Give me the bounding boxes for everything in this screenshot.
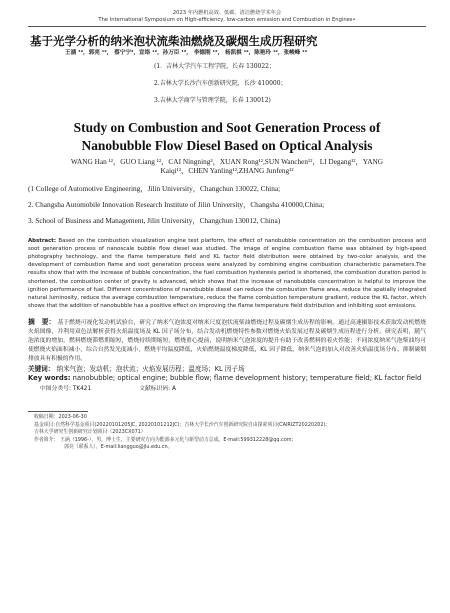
en-keywords-text: nanobubble; optical engine; bubble flow; flame development history; temperature field; KL factor field [72, 373, 422, 382]
chinese-affiliation-3: 3.吉林大学商学与管理学院，长春 130012) [154, 97, 271, 104]
english-authors: WANG Han ¹²，GUO Liang ¹²，CAI Ningning³，XUAN Rong¹²,SUN Wanchen¹²，LI Degang¹²，YANG Kaiqi¹²，CHEN Yanling¹²,ZHANG Junfeng¹² [70, 157, 384, 175]
header-rule [28, 26, 426, 27]
chinese-affiliation-1: (1．吉林大学汽车工程学院，长春 130022； [154, 63, 275, 70]
chinese-authors: 王涵 ¹²，郭亮 ¹²， 蔡宁宁³，宣络 ¹²，孙万臣 ¹²， 李德刚 ¹²， 杨凯棋 ¹²，陈艳玲 ¹²，张峻峰 ¹² [65, 50, 308, 56]
english-affiliation-2: 2. Changsha Automobile Innovation Research Institute of Jilin University，Changsha 410000,China; [28, 200, 325, 210]
chinese-title: 基于光学分析的纳米泡状流柴油燃烧及碳烟生成历程研究 [30, 34, 318, 48]
received-date: 收稿日期：2023-06-30 [34, 413, 87, 420]
english-keywords [28, 374, 426, 383]
footnote [28, 414, 426, 452]
author-info-line-2: 郭亮（联系人），E-mail:liangguo@jlu.edu.cn。 [64, 444, 173, 451]
classification-line [28, 385, 426, 394]
header-line-cn: 2023 年内燃机高效、低碳、清洁燃烧学术年会 [172, 10, 282, 16]
cn-keywords-text: 纳米气泡；发动机；泡状流；火焰发展历程；温度场；KL 因子场 [56, 364, 245, 373]
english-abstract [28, 237, 426, 311]
chinese-keywords [28, 365, 426, 374]
chinese-affiliation-2: 2.吉林大学长沙汽车创新研究院，长沙 410000； [154, 80, 287, 87]
zh-abstract-text: 基于燃烧可视化发动机试验台，研究了纳米气泡浓度对纳米尺度泡状流柴油燃烧过程及碳烟生成历程的影响。通过高速摄影技术获取发动机燃烧火焰图像，并利用双色法解析获得火焰温度场及 KL 因子场分布，结合发动机燃烧特性参数对燃烧火焰发展过程及碳烟生成历程进行分析。研究表明，随气泡浓度的增加，燃料燃烧滞燃期缩短，燃烧持续期缩短，燃烧重心提前，说明纳米气泡浓度的提升有助于改善燃料的着火性能；不同浓度纳米气泡柴油均可使燃烧火焰面积减小，综合自然发光度减小，燃烧平均温度降低，火焰燃烧温度梯度降低，KL 因子降低，纳米气泡的加入对改善火焰温度场分布、抑制碳烟排放具有积极的作用。 [28, 320, 427, 363]
english-title-line-2: Nanobubble Flow Diesel Based on Optical Analysis [81, 138, 373, 153]
chinese-abstract [28, 318, 426, 364]
english-affiliation-3: 3. School of Business and Management, Jilin University，Changchun 130012, China) [28, 216, 281, 226]
abstract-text: Based on the combustion visualization engine test platform, the effect of nanobubble concentration on the combustion process and soot generation process of nanoscale bubble flow diesel was studied. The image of engine combustion flame was obtained by high-speed photography technology, and the flame temperature field and KL factor field distribution were obtained by two-color analysis, and the development of combustion flame and soot generation process were analyzed by combining engine combustion characteristic parameters.The results show that with the increase of bubble concentration, the fuel combustion hysteresis period is shortened, the combustion duration period is shortened, the combustion center of gravity is advanced, which shows that the increase of nanobubble concentration is helpful to improve the ignition performance of fuel. Different concentrations of nanobubble diesel can reduce the combustion flame area, reduce the spatially integrated natural luminosity, reduce the average combustion temperature, reduce the flame combustion temperature gradient, reduce the KL factor, which shows that the addition of nanobubble has a positive effect on improving the flame temperature field distribution and inhibiting soot emissions. [28, 237, 426, 310]
author-info-line-1: 作者简介： 王涵（1996-），男，博士生，主要研究方向为能源多元化与新型动力总成。E-mail:599312228@qq.com; [34, 436, 294, 443]
footnote-rule [28, 411, 88, 412]
english-title [28, 119, 426, 155]
english-title-line-1: Study on Combustion and Soot Generation Process of [73, 120, 381, 135]
cn-keywords-label: 关键词： [28, 364, 55, 373]
clc-number: 中图分类号: TK421 [40, 385, 92, 392]
fund-line-1: 基金项目:自然科学基金项目(20220101205JC, 20220101212JC)；吉林大学长沙汽车创新研究院自由探索项目(CAIRIZT20220202)； [34, 421, 331, 428]
fund-line-2: 吉林大学研究生创新研究计划项目（2023CX071） [34, 429, 146, 436]
header-line-en: The International Symposium on High-efficiency, low-carbon emission and Combustion in Engines• [98, 17, 356, 23]
zh-abstract-label: 摘 要： [28, 318, 56, 327]
abstract-label: Abstract: [28, 237, 57, 244]
document-code: 文献标识码: A [139, 385, 176, 392]
running-header [28, 0, 426, 24]
en-keywords-label: Key words: [28, 373, 71, 382]
english-affiliation-1: (1 College of Automotive Engineering，Jilin University，Changchun 130022, China; [28, 184, 281, 193]
